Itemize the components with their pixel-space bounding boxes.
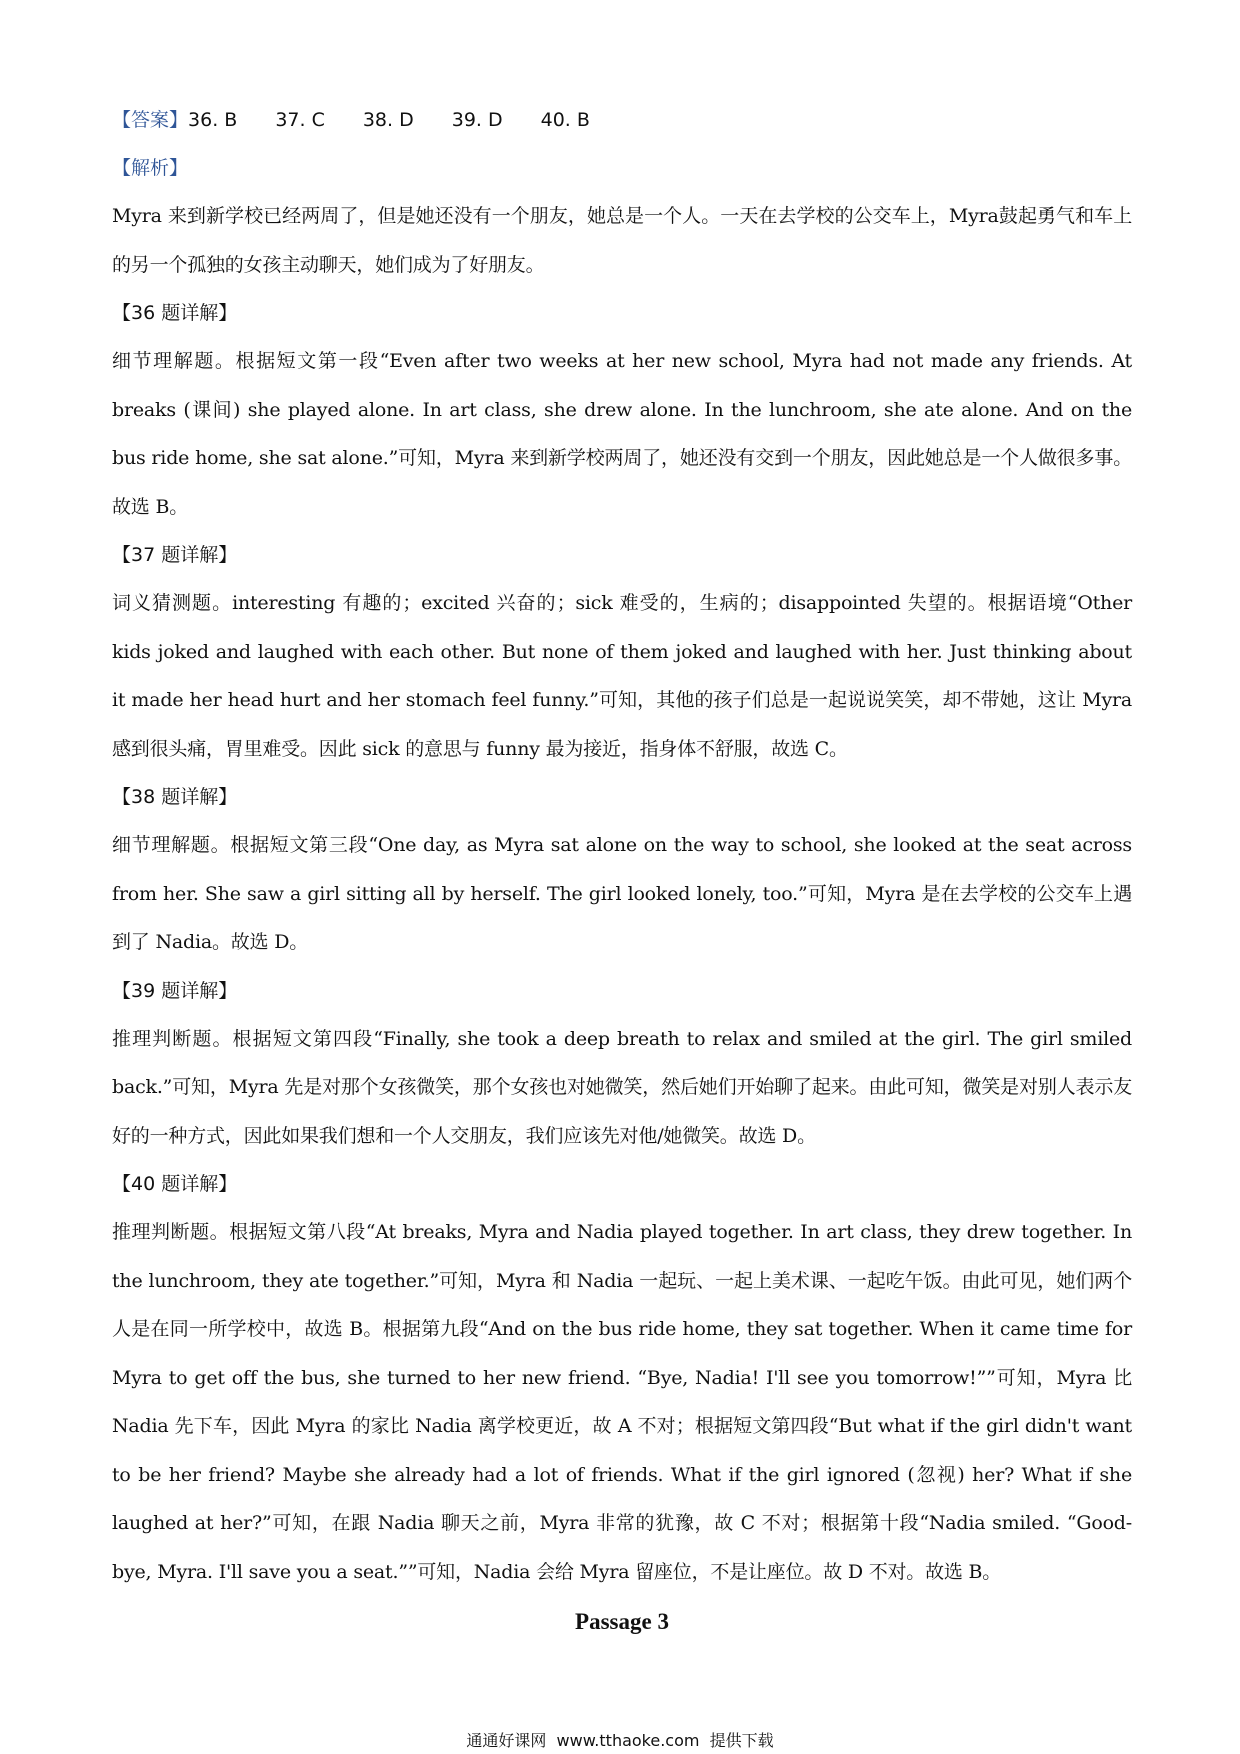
detail-heading-37: 【37 题详解】	[112, 544, 238, 566]
detail-heading-38: 【38 题详解】	[112, 786, 238, 808]
analysis-summary: Myra 来到新学校已经两周了，但是她还没有一个朋友，她总是一个人。一天在去学校的公交车上，Myra鼓起勇气和车上的另一个孤独的女孩主动聊天，她们成为了好朋友。	[112, 205, 1132, 276]
answer-item: 37. C	[275, 109, 325, 131]
answer-line	[112, 96, 1132, 144]
document-page	[112, 96, 1132, 1646]
detail-text-38: 细节理解题。根据短文第三段“One day, as Myra sat alone on the way to school, she looked at the seat across from her. She saw a girl sitting all by herself. The girl looked lonely, too.”可知，Myra 是在去学校的公交车上遇到了 Nadia。故选 D。	[112, 834, 1132, 953]
answer-tag: 【答案】	[112, 109, 189, 131]
detail-text-36: 细节理解题。根据短文第一段“Even after two weeks at her new school, Myra had not made any friends. At breaks (课间) she played alone. In art class, she drew alone. In the lunchroom, she ate alone. And on the bus ride home, she sat alone.”可知，Myra 来到新学校两周了，她还没有交到一个朋友，因此她总是一个人做很多事。故选 B。	[112, 350, 1132, 518]
answer-item: 38. D	[362, 109, 414, 131]
answer-item: 40. B	[540, 109, 590, 131]
detail-heading-36: 【36 题详解】	[112, 302, 238, 324]
detail-text-40: 推理判断题。根据短文第八段“At breaks, Myra and Nadia played together. In art class, they drew together. In the lunchroom, they ate together.”可知，Myra 和 Nadia 一起玩、一起上美术课、一起吃午饭。由此可见，她们两个人是在同一所学校中，故选 B。根据第九段“And on the bus ride home, they sat together. When it came time for Myra to get off the bus, she turned to her new friend. “Bye, Nadia! I'll see you tomorrow!””可知，Myra 比 Nadia 先下车，因此 Myra 的家比 Nadia 离学校更近，故 A 不对；根据短文第四段“But what if the girl didn't want to be her friend? Maybe she already had a lot of friends. What if the girl ignored (忽视) her? What if she laughed at her?”可知，在跟 Nadia 聊天之前，Myra 非常的犹豫，故 C 不对；根据第十段“Nadia smiled. “Good-bye, Myra. I'll save you a seat.””可知，Nadia 会给 Myra 留座位，不是让座位。故 D 不对。故选 B。	[112, 1221, 1132, 1583]
detail-text-39: 推理判断题。根据短文第四段“Finally, she took a deep breath to relax and smiled at the girl. The girl smiled back.”可知，Myra 先是对那个女孩微笑，那个女孩也对她微笑，然后她们开始聊了起来。由此可知，微笑是对别人表示友好的一种方式，因此如果我们想和一个人交朋友，我们应该先对他/她微笑。故选 D。	[112, 1027, 1132, 1147]
passage-title: Passage 3	[575, 1609, 669, 1634]
answer-item: 39. D	[451, 109, 503, 131]
analysis-tag: 【解析】	[112, 157, 189, 179]
detail-heading-40: 【40 题详解】	[112, 1173, 238, 1195]
footer-watermark: 通通好课网 www.tthaoke.com 提供下载	[466, 1731, 774, 1750]
answer-item: 36. B	[188, 109, 238, 131]
detail-text-37: 词义猜测题。interesting 有趣的；excited 兴奋的；sick 难受的，生病的；disappointed 失望的。根据语境“Other kids joked and laughed with each other. But none of them joked and laughed with her. Just thinking about it made her head hurt and her stomach feel funny.”可知，其他的孩子们总是一起说说笑笑，却不带她，这让 Myra 感到很头痛，胃里难受。因此 sick 的意思与 funny 最为接近，指身体不舒服，故选 C。	[112, 592, 1132, 760]
detail-heading-39: 【39 题详解】	[112, 979, 238, 1002]
